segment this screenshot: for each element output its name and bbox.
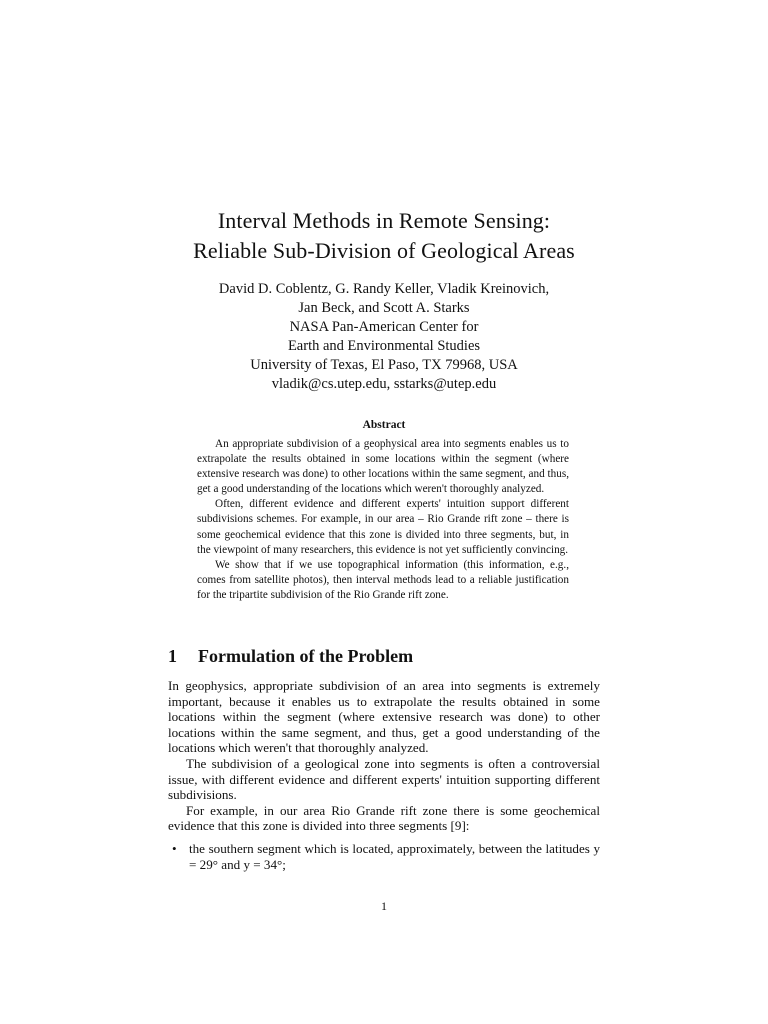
page-number: 1 — [381, 899, 387, 913]
body-paragraph: For example, in our area Rio Grande rift zone there is some geochemical evidence that this zone is divided into three segments [9]: — [168, 802, 600, 834]
bullet-text: the southern segment which is located, approximately, between the latitudes y = 29° and y = 34°; — [189, 841, 600, 872]
bullet-icon: • — [172, 841, 177, 856]
abstract-body — [197, 437, 569, 603]
section-number: 1 — [168, 646, 177, 666]
body-paragraph: The subdivision of a geological zone into segments is often a controversial issue, with different evidence and different experts' intuition supporting different subdivisions. — [168, 755, 600, 803]
abstract-paragraph: We show that if we use topographical information (this information, e.g., comes from satellite photos), then interval methods lead to a reliable justification for the tripartite subdivision of the Rio Grande rift zone. — [197, 558, 569, 601]
author-names-line-2: Jan Beck, and Scott A. Starks — [298, 300, 470, 316]
section-heading — [168, 646, 413, 667]
abstract-paragraph: Often, different evidence and different experts' intuition support different subdivisions schemes. For example, in our area – Rio Grande rift zone – there is some geochemical evidence that this zone is divided into three segments, but, in the viewpoint of many researchers, this evidence is not yet sufficiently convincing. — [197, 498, 569, 556]
section-title: Formulation of the Problem — [198, 646, 414, 666]
author-block — [0, 280, 768, 394]
abstract-paragraph: An appropriate subdivision of a geophysical area into segments enables us to extrapolate the results obtained in some locations within the segment (where extensive research was done) to other locations within the same segment, and thus, get a good understanding of the locations which weren't thoroughly analyzed. — [197, 438, 569, 496]
section-body — [168, 678, 600, 834]
title-line-1: Interval Methods in Remote Sensing: — [217, 208, 551, 233]
affiliation-line-1: NASA Pan-American Center for — [289, 319, 479, 335]
author-names-line-1: David D. Coblentz, G. Randy Keller, Vladik Kreinovich, — [218, 281, 550, 297]
bullet-list-item — [172, 841, 600, 872]
author-emails: vladik@cs.utep.edu, sstarks@utep.edu — [271, 376, 497, 392]
affiliation-line-2: Earth and Environmental Studies — [287, 338, 481, 354]
abstract-heading: Abstract — [362, 419, 406, 431]
paper-title — [0, 206, 768, 266]
title-line-2: Reliable Sub-Division of Geological Areas — [193, 238, 575, 263]
body-paragraph: In geophysics, appropriate subdivision of an area into segments is extremely important, because it enables us to extrapolate the results obtained in some locations within the segment (where extensive research was done) to other locations within the same segment, and thus, get a good understanding of the locations which weren't that thoroughly analyzed. — [168, 678, 600, 756]
affiliation-address: University of Texas, El Paso, TX 79968, USA — [250, 357, 518, 373]
